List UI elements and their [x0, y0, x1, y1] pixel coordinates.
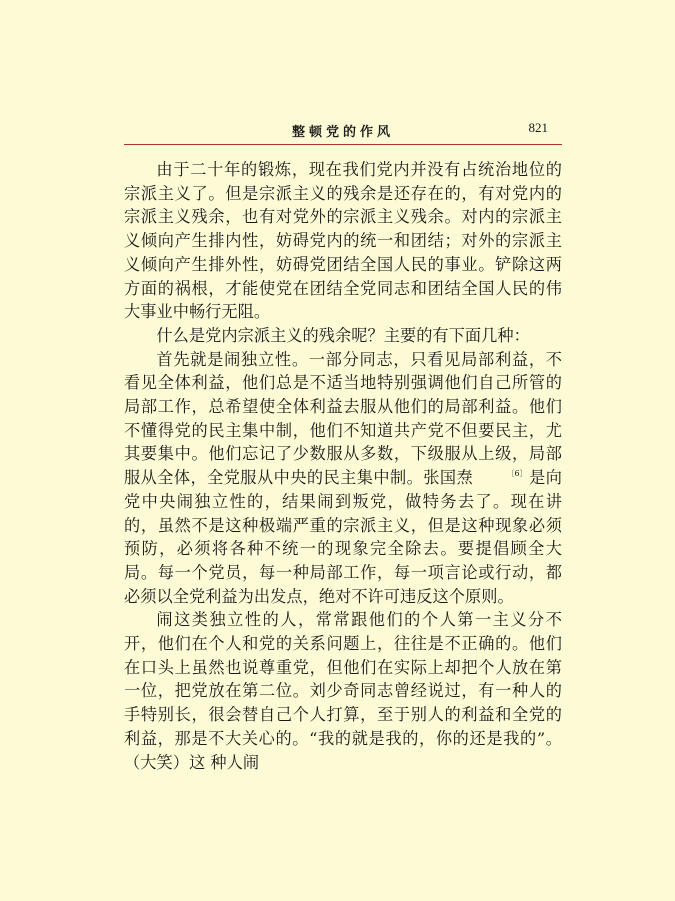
- paragraph-3-before-note: 首先就是闹独立性。一部分同志，只看见局部利益，不看见全体利益，他们总是不适当地特别强调他们自己所管的局部工作，总希望使全体利益去服从他们的局部利益。他们不懂得党的民主集中制，他们不知道共产党不但要民主，尤其要集中。他们忘记了少数服从多数，下级服从上级，局部服从全体，全党服从中央的民主集中制。张国焘: [124, 349, 562, 488]
- running-header: [124, 118, 562, 145]
- footnote-reference[interactable]: 〔6〕: [506, 469, 528, 479]
- header-title: 整顿党的作风: [291, 125, 394, 140]
- body-text: [124, 158, 562, 774]
- paragraph-3-after-note: 是向党中央闹独立性的，结果闹到叛党，做特务去了。现在讲的，虽然不是这种极端严重的宗派主义，但是这种现象必须预防，必须将各种不统一的现象完全除去。要提倡顾全大局。每一个党员，每一种局部工作，每一项言论或行动，都必须以全党利益为出发点，绝对不许可违反这个原则。: [124, 468, 562, 606]
- paragraph-2: 什么是党内宗派主义的残余呢？主要的有下面几种：: [156, 325, 530, 345]
- paragraph-4: 闹这类独立性的人，常常跟他们的个人第一主义分不开，他们在个人和党的关系问题上，往往是不正确的。他们在口头上虽然也说尊重党，但他们在实际上却把个人放在第一位，把党放在第二位。刘少奇同志曾经说过，有一种人的手特别长，很会替自己个人打算，至于别人的利益和全党的利益，那是不大关心的。“我的就是我的，你的还是我的”。（大笑）这 种人闹: [124, 610, 562, 772]
- page-number: 821: [528, 120, 548, 135]
- paragraph-3: [124, 348, 562, 609]
- paragraph-1: 由于二十年的锻炼，现在我们党内并没有占统治地位的宗派主义了。但是宗派主义的残余是还存在的，有对党内的宗派主义残余，也有对党外的宗派主义残余。对内的宗派主义倾向产生排内性，妨碍党内的统一和团结；对外的宗派主义倾向产生排外性，妨碍党团结全国人民的事业。铲除这两方面的祸根，才能使党在团结全党同志和团结全国人民的伟大事业中畅行无阻。: [124, 160, 562, 322]
